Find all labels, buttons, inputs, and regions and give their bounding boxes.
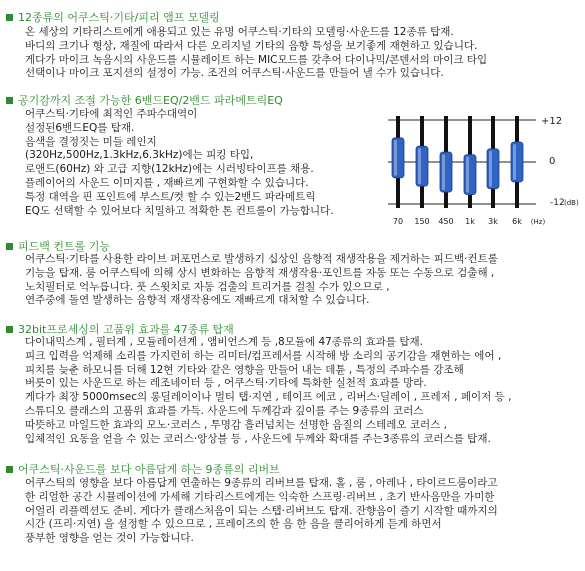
section-title: 공기감까지 조절 가능한 6밴드EQ/2밴드 파라메트릭EQ: [18, 94, 283, 107]
eq-fader-knob-highlight: [394, 140, 397, 176]
body-line: 어쿠스틱·기타를 사용한 라이브 퍼포먼스로 발생하기 십상인 음향적 재생작용을 제거하는 피드백·컨트롤: [25, 253, 498, 265]
body-line: 게다가 마이크 녹음시의 사운드를 시뮬레이트 하는 MIC모드를 갖추어 다이나믹/콘덴서의 마이크 타입: [25, 53, 488, 66]
eq-fader-knob: [392, 138, 404, 178]
eq-fader-knob-highlight: [442, 154, 445, 190]
body-line: 바디의 크기나 형상, 재질에 따라서 다른 오리지널 기타의 음향 특성을 보기좋게 재현하고 있습니다.: [25, 39, 478, 52]
eq-frequency-label: 1k: [465, 217, 475, 226]
bullet-square-icon: [6, 466, 13, 473]
bullet-square-icon: [6, 14, 13, 21]
eq-faders: [388, 116, 536, 208]
eq-fader-knob: [464, 155, 476, 195]
bullet-square-icon: [6, 97, 13, 104]
section-body: [25, 253, 498, 308]
body-line: 피치를 늦춘 하모니를 더해 12현 기타와 같은 영향을 만들어 내는 데튠 , 특정의 주파수를 강조해: [25, 363, 464, 376]
eq-frequency-label: 450: [438, 217, 454, 226]
body-line: 특정 대역을 핀 포인트에 부스트/컷 할 수 있는2밴드 파라메트릭: [25, 190, 316, 203]
body-line: 풍부한 영향을 얻는 것이 가능합니다.: [25, 532, 194, 545]
eq-fader-knob-highlight: [418, 148, 421, 184]
body-line: 기능을 탑재. 룸 어쿠스틱에 의해 상시 변화하는 음향적 재생작용·포인트를 자동 또는 수동으로 검출해 ,: [25, 266, 495, 279]
eq-fader-knob: [511, 142, 523, 182]
body-line: 따뜻하고 마일드한 효과의 모노·코러스 , 투명감 흘러넘치는 선명한 음질의 스테레오 코러스 ,: [25, 418, 448, 431]
body-line: EQ도 선택할 수 있어보다 치밀하고 적확한 톤 컨트롤이 가능합니다.: [25, 204, 334, 217]
section-title: 어쿠스틱·사운드를 보다 아름답게 하는 9종류의 리버브: [18, 463, 280, 476]
eq-fader-graphic: [386, 112, 582, 230]
section-body: [25, 108, 334, 218]
eq-frequency-label: 3k: [488, 217, 498, 226]
body-line: 버릇이 있는 사운드로 하는 레조네이터 등 , 어쿠스틱·기타에 특화한 실천적 효과를 망라.: [25, 377, 427, 390]
section-body: [25, 477, 498, 546]
eq-frequency-labels: [393, 217, 546, 226]
bullet-square-icon: [6, 326, 13, 333]
section-title: 32bit프로세싱의 고품위 효과를 47종류 탑재: [18, 323, 234, 336]
eq-frequency-label: (Hz): [530, 218, 546, 226]
body-line: 플레이어의 사운드 이미지를 , 재빠르게 구현화할 수 있습니다.: [25, 176, 309, 189]
eq-fader-knob-highlight: [489, 151, 492, 187]
section-heading: [6, 93, 283, 107]
body-line: 입체적인 요동을 얻을 수 있는 코러스·앙상블 등 , 사운드에 두께와 확대를 주는3종류의 코러스를 탑재.: [25, 432, 491, 445]
body-line: 피크 입력을 억제해 소리를 가지런히 하는 리미터/컴프레서를 시작해 방 소리의 공기감을 재현하는 에어 ,: [25, 349, 502, 362]
body-line: 다이내믹스계 , 필터계 , 모듈레이션계 , 앰비언스계 등 ,8모듈에 47종류의 효과를 탑재.: [25, 336, 424, 348]
bullet-square-icon: [6, 243, 13, 250]
body-line: 음색을 결정짓는 미들 레인지: [25, 135, 157, 148]
eq-frequency-label: 70: [392, 217, 404, 226]
eq-fader-knob: [487, 149, 499, 189]
body-line: (320Hz,500Hz,1.3kHz,6.3kHz)에는 피킹 타입,: [25, 149, 254, 162]
section-title: 12종류의 어쿠스틱·기타/피리 앰프 모델링: [18, 11, 220, 24]
body-line: 어쿠스틱·기타에 최적인 주파수대역이: [25, 108, 198, 120]
section-title: 피드백 컨트롤 기능: [18, 240, 111, 253]
body-line: 선택이나 마이크 포지션의 설정이 가능. 조건의 어쿠스틱·사운드를 만들어 낼 수가 있습니다.: [25, 67, 444, 80]
eq-scale-zero: 0: [549, 156, 556, 167]
eq-scale-plus12: +12: [541, 116, 563, 127]
body-line: 온 세상의 기타리스트에게 애용되고 있는 유명 어쿠스틱·기타의 모델링·사운드를 12종류 탑재.: [25, 26, 454, 38]
body-line: 연주중에 돌연 발생하는 음향적 재생작용에도 재빠르게 대처할 수 있습니다.: [25, 294, 370, 307]
body-line: 시간 (프리·지연) 을 설정할 수 있으므로 , 프레이즈의 한 음 한 음을 클리어하게 듣게 하면서: [25, 518, 442, 531]
body-line: 스튜디오 클래스의 고품위 효과를 가득. 사운드에 두께감과 깊이를 주는 9종류의 코러스: [25, 404, 424, 417]
section-heading: [6, 239, 110, 253]
eq-frequency-label: 150: [414, 217, 430, 226]
body-line: 노치필터로 억누릅니다. 풋 스윗치로 자동 검출의 트리거를 걸칠 수가 있으므로 ,: [25, 280, 390, 293]
body-line: 게다가 최장 5000msec의 롱딜레이이나 멀티 탭·지연 , 테이프 에코 , 리버스·딜레이 , 프레저 , 페이저 등 ,: [25, 391, 512, 404]
body-line: 설정된6밴드EQ를 탑재.: [25, 121, 135, 134]
eq-fader-knob-highlight: [513, 144, 516, 180]
body-line: 로앤드(60Hz) 와 고급 지향(12kHz)에는 시러빙타이프를 채용.: [25, 163, 314, 176]
eq-scale-db-unit: (dB): [564, 199, 579, 207]
section-body: [25, 26, 487, 81]
eq-fader-knob: [440, 152, 452, 192]
eq-fader-knob-highlight: [466, 157, 469, 193]
body-line: 한 리얼한 공간 시뮬레이션에 가세해 기타리스트에게는 익숙한 스프링·리버브 , 초기 반사음만을 가미한: [25, 490, 495, 503]
section-body: [25, 336, 511, 446]
eq-fader-knob: [416, 146, 428, 186]
eq-frequency-label: 6k: [512, 217, 522, 226]
section-heading: [6, 322, 234, 336]
body-line: 어얼리 리플렉션도 준비. 게다가 클래스처음이 되는 스탭·리버브도 탑재. 잔향음이 즐기 시작할 때까지의: [25, 504, 498, 517]
eq-scale-minus12: -12: [550, 198, 565, 208]
section-heading: [6, 462, 280, 476]
section-heading: [6, 10, 220, 24]
body-line: 어쿠스틱의 영향을 보다 아름답게 연출하는 9종류의 리버브를 탑재. 홀 , 룸 , 아레나 , 타이르드룸이라고: [25, 477, 498, 489]
